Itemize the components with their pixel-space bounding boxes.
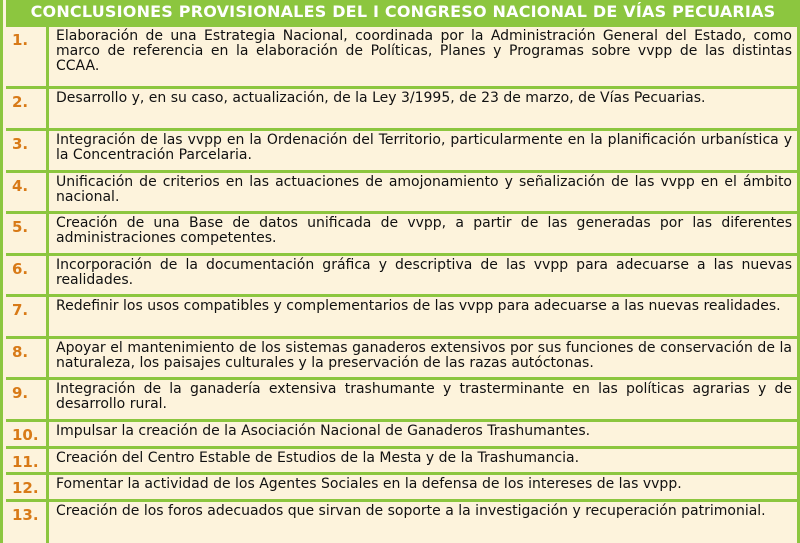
item-number: 3. <box>6 131 49 170</box>
item-text: Desarrollo y, en su caso, actualización, de la Ley 3/1995, de 23 de marzo, de Vías Pecuarias. <box>56 90 706 106</box>
item-text: Elaboración de una Estrategia Nacional, coordinada por la Administración General del Estado, como marco de referencia en la elaboración de Políticas, Planes y Programas sobre vvpp de las distintas CCAA. <box>56 28 792 74</box>
item-number: 1. <box>6 27 49 86</box>
list-item <box>6 294 800 336</box>
item-text: Unificación de criterios en las actuaciones de amojonamiento y señalización de las vvpp en el ámbito nacional. <box>56 174 792 205</box>
item-text: Creación de una Base de datos unificada de vvpp, a partir de las generadas por las diferentes administraciones competentes. <box>56 215 792 246</box>
document-title: CONCLUSIONES PROVISIONALES DEL I CONGRESO NACIONAL DE VÍAS PECUARIAS <box>6 0 800 24</box>
item-number: 4. <box>6 173 49 211</box>
item-text: Creación de los foros adecuados que sirvan de soporte a la investigación y recuperación patrimonial. <box>56 503 766 519</box>
item-text: Impulsar la creación de la Asociación Nacional de Ganaderos Trashumantes. <box>56 423 591 439</box>
item-text: Redefinir los usos compatibles y complementarios de las vvpp para adecuarse a las nuevas realidades. <box>56 298 781 314</box>
list-item <box>6 170 800 211</box>
item-text: Incorporación de la documentación gráfica y descriptiva de las vvpp para adecuarse a las nuevas realidades. <box>56 257 792 288</box>
list-item <box>6 419 800 446</box>
list-item <box>6 86 800 128</box>
item-number: 6. <box>6 256 49 294</box>
item-text: Integración de las vvpp en la Ordenación del Territorio, particularmente en la planificación urbanística y la Concentración Parcelaria. <box>56 132 792 163</box>
item-number: 7. <box>6 297 49 336</box>
item-number: 8. <box>6 339 49 377</box>
list-item <box>6 24 800 86</box>
item-text: Apoyar el mantenimiento de los sistemas ganaderos extensivos por sus funciones de conservación de la naturaleza, los paisajes culturales y la preservación de las razas autóctonas. <box>56 340 792 371</box>
list-item <box>6 472 800 499</box>
list-item <box>6 128 800 170</box>
list-item <box>6 211 800 253</box>
list-item <box>6 499 800 543</box>
list-item <box>6 253 800 294</box>
item-number: 13. <box>6 502 49 543</box>
item-number: 2. <box>6 89 49 128</box>
item-text: Integración de la ganadería extensiva trashumante y trasterminante en las políticas agrarias y de desarrollo rural. <box>56 381 792 412</box>
item-text: Creación del Centro Estable de Estudios de la Mesta y de la Trashumancia. <box>56 450 580 466</box>
item-text: Fomentar la actividad de los Agentes Sociales en la defensa de los intereses de las vvpp. <box>56 476 682 492</box>
item-number: 11. <box>6 449 49 472</box>
item-number: 5. <box>6 214 49 253</box>
list-item <box>6 377 800 419</box>
item-number: 12. <box>6 475 49 499</box>
item-number: 9. <box>6 380 49 419</box>
item-number: 10. <box>6 422 49 446</box>
list-item <box>6 446 800 472</box>
list-item <box>6 336 800 377</box>
